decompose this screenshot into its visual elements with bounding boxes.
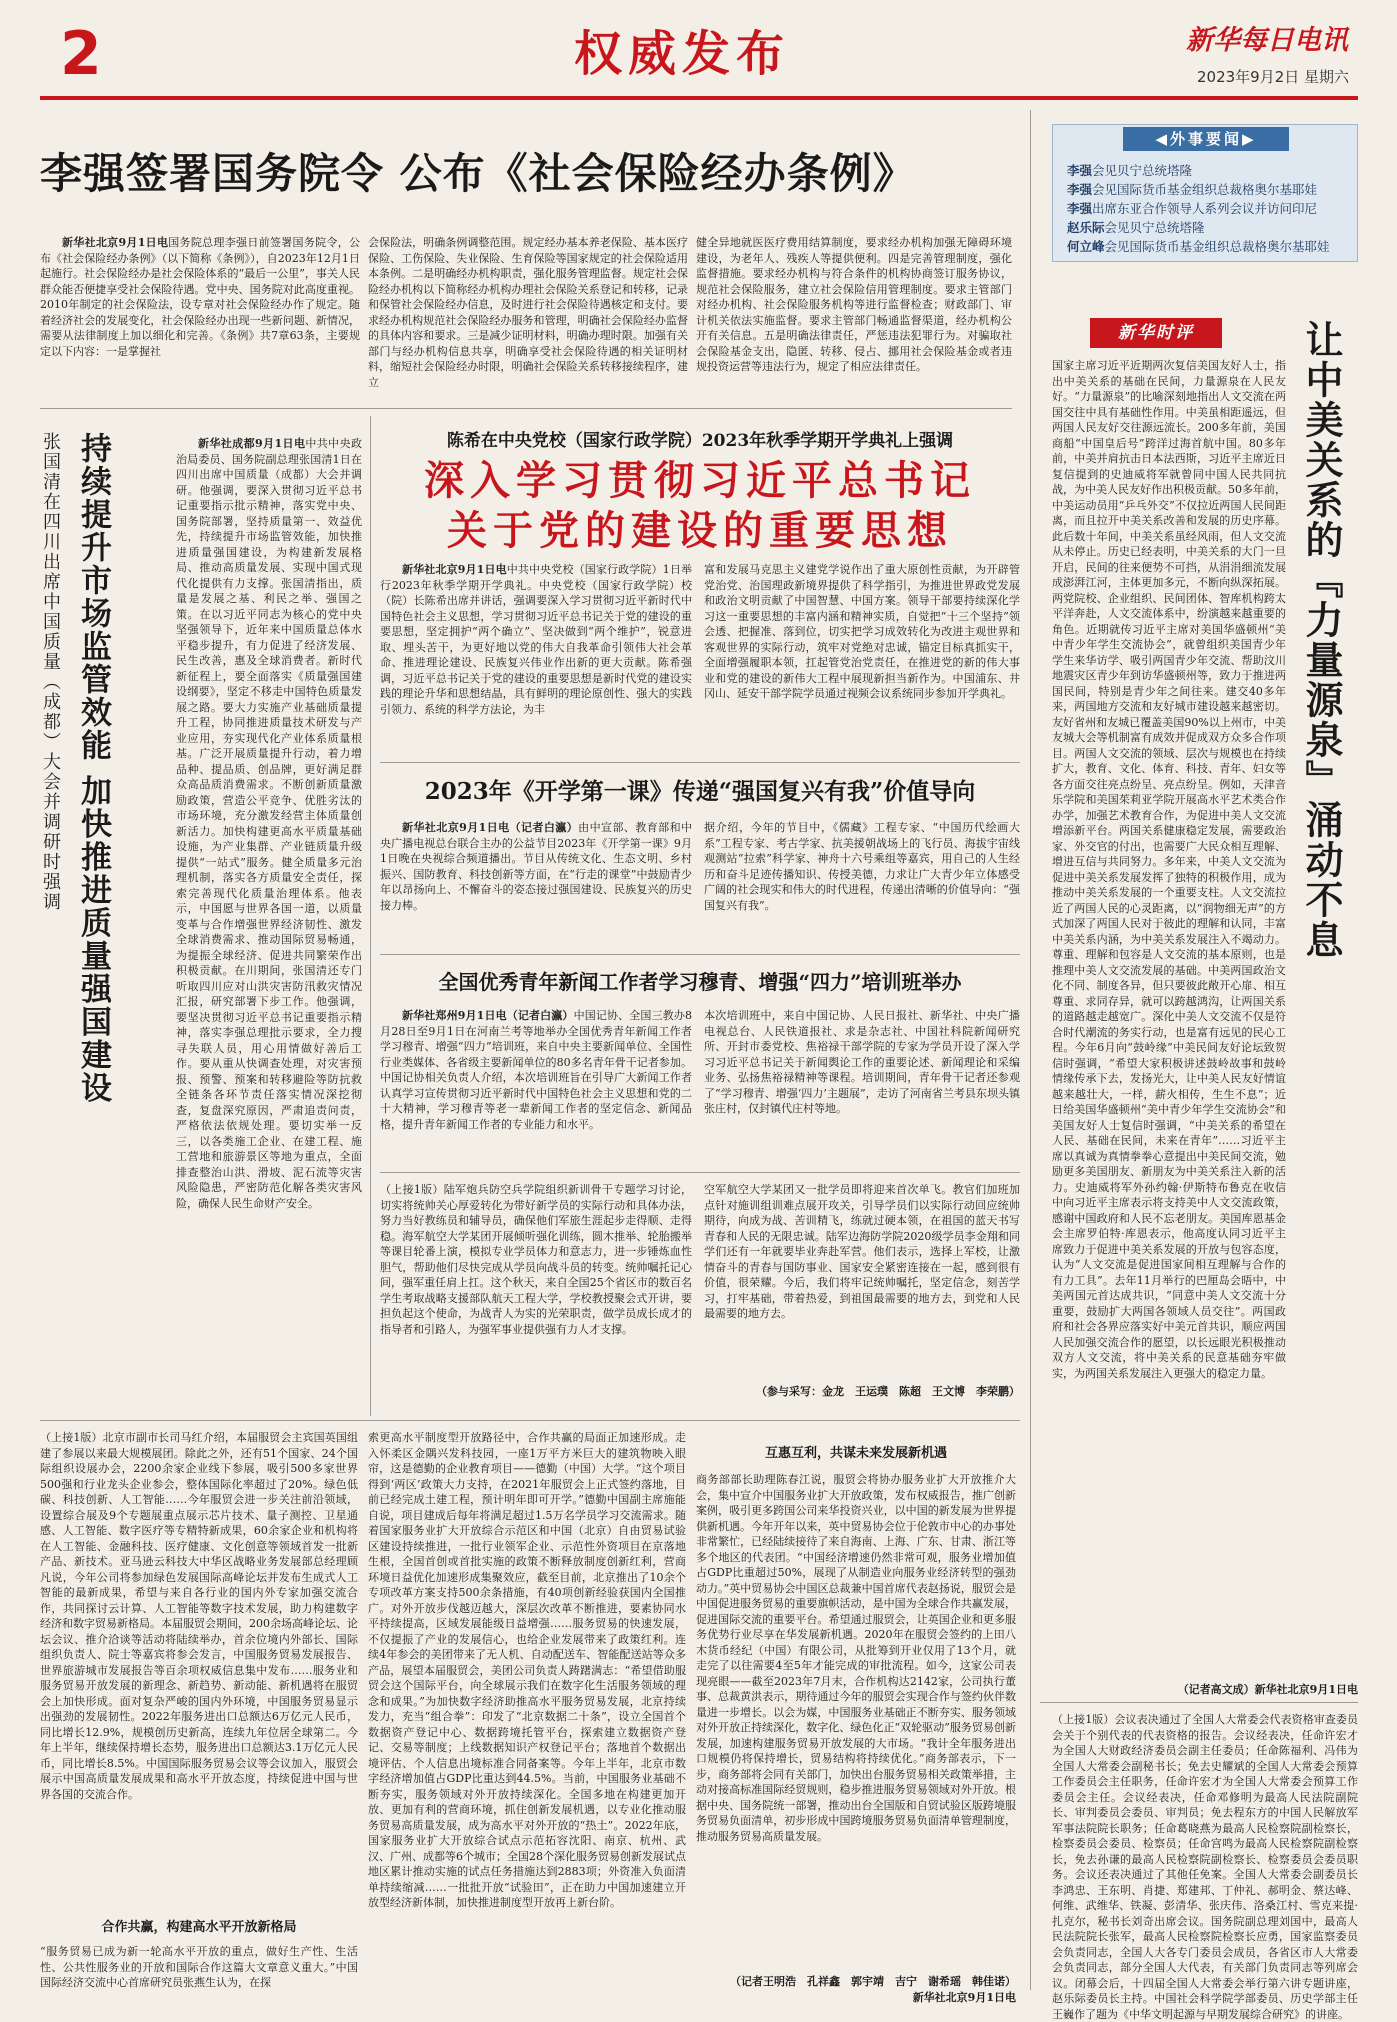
foreign-affairs-title: ◀外事要闻▶: [1123, 127, 1289, 151]
trade-dateline: 新华社北京9月1日电: [912, 1991, 1016, 2004]
journalist-col-2: 本次培训班中，来自中国记协、人民日报社、新华社、中央广播电视总台、人民铁道报社、求是杂志社、中国社科院新闻研究所、开封市委党校、焦裕禄干部学院的专家为学员开设了深入学习习近平总书记关于新闻舆论工作的重要论述、新闻理论和采编业务、弘扬焦裕禄精神等课程。培训期间，青年骨干记者还参观了“学习穆青、增强‘四力’主题展”，走访了河南省兰考县东坝头镇张庄村，仅封镇代庄村等地。: [704, 1009, 1020, 1115]
zhang-dateline: 新华社成都9月1日电: [198, 437, 306, 450]
foreign-affairs-item-name: 赵乐际: [1067, 220, 1105, 235]
zhang-body: [176, 436, 362, 1210]
trade-credits: （记者王明浩 孔祥鑫 郭宇靖 吉宁 谢希瑶 韩佳诺）: [730, 1975, 1016, 1988]
chen-headline-line-2: 关于党的建设的重要思想: [447, 507, 953, 554]
masthead-rule: [40, 96, 1358, 100]
military-credits: （参与采写：金龙 王运璞 陈超 王文博 李荣鹏）: [756, 1385, 1020, 1398]
commentary-byline: （记者高文成）新华社北京9月1日电: [1177, 1683, 1358, 1696]
trade-col-1b: “服务贸易已成为新一轮高水平开放的重点，做好生产性、生活性、公共性服务业的开放和国际合作这篇大文章意义重大。”中国国际经济交流中心首席研究员张燕生认为，在探: [40, 1945, 358, 1989]
commentary-headline: 让中美关系的『力量源泉』涌动不息: [1299, 320, 1344, 960]
chen-col-1: [380, 562, 692, 750]
trade-subhead-2: 互惠互利，共谋未来发展新机遇: [764, 1446, 947, 1461]
chen-subtitle: 陈希在中央党校（国家行政学院）2023年秋季学期开学典礼上强调: [446, 431, 954, 451]
lead-col-1: [40, 235, 360, 393]
foreign-affairs-item-text: 出席东亚合作领导人系列会议并访问印尼: [1092, 201, 1318, 216]
foreign-affairs-item[interactable]: [1067, 237, 1357, 256]
trade-col-3: 商务部部长助理陈春江说，服贸会将协办服务业扩大开放推介大会，集中宣介中国服务业扩大开放政策，发布权威报告，推广创新案例，吸引更多跨国公司来华投资兴业，以中国的新发展为世界提供新机遇。今年开年以来，英中贸易协会位于伦敦市中心的办事处非常繁忙，已经陆续接待了来自海南、上海、广东、甘肃、浙江等多个地区的代表团。“中国经济增速仍然非常可观，服务业增加值占GDP比重超过50%，展现了从制造业向服务业经济转型的强劲动力。”英中贸易协会中国区总裁兼中国首席代表赵扬说，服贸会是中国促进服务贸易的重要旗帜活动，是中国为全球合作共赢发展，促进国际交流的重要平台。希望通过服贸会，让英国企业和更多服务优势行业尽享在华发展新机遇。2020年在服贸会签约的上田八木货币经纪（中国）有限公司，从批筹到开业仅用了13个月，就走完了以往需要4至5年才能完成的审批流程。如今，这家公司表现亮眼——截至2023年7月末，合作机构达2142家，公司执行董事、总裁黄洪表示，期待通过今年的服贸会实现合作与签约伙伴数量进一步增长。以会为媒，中国服务业基础正不断夯实、服务领域对外开放正持续深化，数字化、绿色化正“双轮驱动”服务贸易创新发展，加速构建服务贸易开放发展的大市场。“我计全年服务进出口规模仍将保持增长，贸易结构将持续优化。”商务部表示，下一步，商务部将会同有关部门，加快出台服务贸易相关政策举措，主动对接高标准国际经贸规则，稳步推进服务贸易领域对外开放。根据中央、国务院统一部署，推动出台全国版和自贸试验区版跨境服务贸易负面清单，初步形成中国跨境服务贸易负面清单管理制度，推动服务贸易高质量发展。: [696, 1473, 1016, 1843]
kaixue-headline: 2023年《开学第一课》传递“强国复兴有我”价值导向: [424, 778, 976, 805]
foreign-affairs-item[interactable]: [1067, 199, 1357, 218]
commentary-body: 国家主席习近平近期两次复信美国友好人士，指出中美关系的基础在民间，力量源泉在人民友好。“力量源泉”的比喻深刻地指出人文交流在两国交往中具有基础性作用。中美虽相距遥远，但两国人民友好交往源远流长。200多年前，美国商船“中国皇后号”跨洋过海首航中国。80多年前，中美并肩抗击日本法西斯，习近平主席近日复信提到的史迪威将军就曾同中国人民共同抗战，为中美人民友好作出积极贡献。50多年前，中美运动员用“乒乓外交”不仅拉近两国人民间距离，而且拉开中美关系改善和发展的历史序幕。此后数十年间，中美关系虽经风雨，但人文交流从未停止。历史已经表明，中美关系的大门一旦开启，民间的往来便势不可挡，从涓涓细流发展成澎湃江河，主体更加多元，不断向纵深拓展。两党院校、企业组织、民间团体、智库机构跨太平洋奔赴，人文交流体系中，纷演越来越重要的角色。近期就传习近平主席对美国华盛顿州“美中青少年学生交流协会”，就曾组织美国青少年学生来华访学、吸引两国青少年交流、帮助汶川地震灾区青少年到访华盛顿州等，致力于推进两国民间，特别是青少年之间往来。建交40多年来，两国地方交流和友好城市建设越来越密切。友好省州和友城已覆盖美国90%以上州市，中美友城大会等机制富有成效并促成双方众多合作项目。两国人文交流的领域、层次与规模也在持续扩大，教育、文化、体育、科技、青年、妇女等各方面交往亮点纷呈、亮点纷呈。例如，天津音乐学院和美国茱莉亚学院开展高水平艺术类合作办学，加强艺术教育合作，为促进中美人文交流增添新平台。两国关系健康稳定发展，需要政治家、外交官的付出，也需要广大民众相互理解、增进互信与共同努力。多年来，中美人文交流为促进中美关系发展发挥了独特的积极作用，成为推动中美关系发展的一个重要支柱。人文交流拉近了两国人民的心灵距离，以“润物细无声”的方式加深了两国人民对于彼此的理解和认同，丰富中美关系内涵，为中美关系发展注入不竭动力。尊重、理解和包容是人文交流的基本原则，也是推理中美人文交流发展的基础。中美两国政治文化不同、制度各异，但只要彼此敞开心扉、相互尊重、求同存异，就可以跨越鸿沟，让两国关系的道路越走越宽广。深化中美人文交流不仅是符合时代潮流的务实行动，也是富有远见的民心工程。今年6月向“鼓岭缘”中美民间友好论坛致贺信时强调，“希望大家积极讲述鼓岭故事和鼓岭情缘传承下去，发扬光大，让中美人民友好情谊越来越壮大，一样，薪火相传，生生不息”；近日给美国华盛顿州“美中青少年学生交流协会”和美国友好人士复信时强调，“中美关系的希望在人民、基础在民间，未来在青年”……习近平主席以真诚为真情拳拳心意提出中美民间交流，勉励更多美国朋友、新朋友为中美关系注入新的活力。史迪威将军外孙约翰·伊斯特布鲁克在收信中向习近平主席表示将支持美中人文交流政策，感谢中国政府和人民不忘老朋友。美国库恩基金会主席罗伯特·库恩表示，他高度认同习近平主席致力于促进中美关系发展的开放与包容态度，认为“人文交流是促进国家间相互理解与合作的有力工具”。去年11月举行的巴厘岛会晤中，中美两国元首达成共识，“同意中美人文交流十分重要，鼓励扩大两国各领域人员交往”。两国政府和社会各界应落实好中美元首共识，顺应两国人民加强交流合作的愿望，以长远眼光积极推动双方人文交流，将中美关系的民意基础夯牢做实，为两国关系发展注入更强大的稳定力量。: [1052, 359, 1286, 1380]
page-number: 2: [60, 19, 102, 89]
foreign-affairs-item-name: 李强: [1067, 163, 1093, 178]
foreign-affairs-item-text: 会见国际货币基金组织总裁格奥尔基耶娃: [1104, 239, 1330, 254]
foreign-affairs-list: [1067, 161, 1357, 256]
chen-dateline: 新华社北京9月1日电: [402, 563, 507, 576]
triangle-left-icon: ◀: [1155, 130, 1170, 148]
triangle-right-icon: ▶: [1242, 130, 1257, 148]
foreign-affairs-item[interactable]: [1067, 218, 1357, 237]
military-col-2: 空军航空大学某团又一批学员即将迎来首次单飞。教官们加班加点针对施训组训难点展开攻关，引导学员们以实际行动回应统帅期待，向成为战、苦训精飞，练就过硬本领，在祖国的蓝天书写青春和人民的无限忠诚。陆军边海防学院2020级学员李金翔和同学们还有一年就要毕业奔赴军营。他们表示，选择上军校，让激情奋斗的青春与国防事业、国家安全紧密连接在一起，感到很有价值，很荣耀。今后，我们将牢记统帅嘱托，坚定信念，刻苦学习，打牢基础，带着热爱，到祖国最需要的地方去，到党和人民最需要的地方去。: [704, 1183, 1020, 1320]
kaixue-col-1-text: 由中宣部、教育部和中央广播电视总台联合主办的公益节目2023年《开学第一课》9月1日晚在央视综合频道播出。节目从传统文化、生态文明、乡村振兴、国防教育、科技创新等方面，在“行走的课堂”中鼓励青少年以昂扬向上、不懈奋斗的姿态接过强国建设、民族复兴的历史接力棒。: [380, 821, 693, 912]
commentary-badge: 新华时评: [1090, 318, 1222, 348]
section-title: 权威发布: [574, 26, 791, 82]
foreign-affairs-box: [1052, 124, 1358, 262]
chen-col-1-text: 中共中央党校（国家行政学院）1日举行2023年秋季学期开学典礼。中央党校（国家行政学院）校（院）长陈希出席并讲话，强调要深入学习贯彻习近平新时代中国特色社会主义思想，学习贯彻习近平总书记关于党的建设的重要思想，坚定拥护“两个确立”、坚决做到“两个维护”，锐意进取、埋头苦干，为更好地以党的伟大自我革命引领伟大社会革命、推进理论建设、民族复兴伟业作出新的更大贡献。陈希强调，习近平总书记关于党的建设的重要思想是新时代党的建设实践的理论升华和思想结晶，具有鲜明的理论原创性、强大的实践引领力、系统的科学方法论，为丰: [380, 563, 693, 716]
kaixue-col-1: [380, 820, 692, 946]
lead-col-2: 会保险法，明确条例调整范围。规定经办基本养老保险、基本医疗保险、工伤保险、失业保险、生育保险等国家规定的社会保险适用本条例。二是明确经办机构职责，强化服务管理监督。规定社会保险经办机构以下简称经办机构办理社会保险关系登记和转移，记录和保管社会保险经办信息，及时进行社会保险待遇核定和支付。要求经办机构规范社会保险经办服务和管理，明确社会保险经办监督的具体内容和要求。三是减少证明材料，明确办理时限。加强有关部门与经办机构信息共享，明确享受社会保险待遇的相关证明材料，缩短社会保险经办时限，明确社会保险关系转移接续程序，建立: [368, 236, 688, 389]
chen-headline-line-1: 深入学习贯彻习近平总书记: [424, 457, 976, 504]
issue-date: 2023年9月2日 星期六: [1197, 68, 1350, 86]
foreign-affairs-item-text: 会见贝宁总统塔隆: [1092, 163, 1193, 178]
lead-dateline: 新华社北京9月1日电: [62, 236, 169, 249]
lead-headline: 李强签署国务院令 公布《社会保险经办条例》: [40, 149, 916, 198]
journalist-col-1-text: 中国记协、全国三教办8月28日至9月1日在河南兰考等地举办全国优秀青年新闻工作者学习穆青、增强“四力”培训班，来自中央主要新闻单位、全国性行业类媒体、各省级主要新闻单位的80多名青年骨干记者参加。中国记协相关负责人介绍，本次培训班旨在引导广大新闻工作者认真学习宣传贯彻习近平新时代中国特色社会主义思想和党的二十大精神，学习穆青等老一辈新闻工作者的坚定信念、新闻品格，提升青年新闻工作者的专业能力和水平。: [380, 1009, 692, 1131]
zhang-body-text: 中共中央政治局委员、国务院副总理张国清1日在四川出席中国质量（成都）大会并调研。他强调，要深入贯彻习近平总书记重要指示批示精神，落实党中央、国务院部署，坚持质量第一、效益优先，持续提升市场监管效能，加快推进质量强国建设，为构建新发展格局、推动高质量发展、实现中国式现代化提供有力支撑。张国清指出，质量是发展之基、利民之举、强国之策。在以习近平同志为核心的党中央坚强领导下，近年来中国质量总体水平稳步提升，有力促进了经济发展、民生改善，惠及全球消费者。新时代新征程上，要全面落实《质量强国建设纲要》，坚定不移走中国特色质量发展之路。要大力实施产业基础质量提升工程，协同推进质量技术研发与产业应用，夯实现代化产业体系质量根基。广泛开展质量提升行动，着力增品种、提品质、创品牌，更好满足群众高品质消费需求。不断创新质量激励政策，营造公平竞争、优胜劣汰的市场环境，充分激发经营主体质量创新活力。加快构建更高水平质量基础设施，为产业集群、产业链质量升级提供“一站式”服务。健全质量多元治理机制，落实各方质量安全责任，探索完善现代化质量治理体系。他表示，中国愿与世界各国一道，以质量变革与合作增强世界经济韧性、激发全球消费需求、推动国际贸易畅通，为提振全球经济、促进共同繁荣作出积极贡献。在川期间，张国清还专门听取四川应对山洪灾害防汛救灾情况汇报，研究部署下步工作。他强调，要坚决贯彻习近平总书记重要指示精神，落实李强总理批示要求，全力搜寻失联人员，用心用情做好善后工作。要从重从快调查处理，对灾害预报、预警、预案和转移避险等防抗救全链条各环节责任落实情况深挖彻查，复盘深究原因，严肃追责问责，严格依法依规处理。要切实举一反三，以各类施工企业、在建工程、施工营地和旅游景区等地为重点，全面排查整治山洪、滑坡、泥石流等灾害风险隐患，严密防范化解各类灾害风险，确保人民生命财产安全。: [176, 437, 362, 1210]
foreign-affairs-item-name: 李强: [1067, 201, 1093, 216]
brand-logo: 新华每日电讯: [1186, 25, 1348, 56]
lead-col-3: 健全异地就医医疗费用结算制度，要求经办机构加强无障碍环境建设，为老年人、残疾人等提供便利。四是完善管理制度，强化监督措施。要求经办机构与符合条件的机构协商签订服务协议，规范社会保险服务，建立社会保险信用管理制度。要求主管部门对经办机构、社会保险服务机构等进行监督检查；财政部门、审计机关依法实施监督。要求主管部门畅通监督渠道，经办机构公开有关信息。五是明确法律责任，严惩违法犯罪行为。对骗取社会保险基金支出，隐匿、转移、侵占、挪用社会保险基金或者违规投资运营等违法行为，规定了相应法律责任。: [696, 236, 1012, 373]
military-col-1: （上接1版）陆军炮兵防空兵学院组织新训骨干专题学习讨论，切实将统帅关心厚爱转化为带好新学员的实际行动和具体办法，努力当好教练员和辅导员，确保他们军旅生涯起步走得顺、走得稳。海军航空大学某团开展倾听强化训练，圆木推举、轮胎搬举等课目轮番上演，模拟专业学员体力和意志力，进一步锤炼血性胆气，帮助他们尽快完成从学员向战斗员的转变。统帅嘱托记心间，强军重任肩上扛。这个秋天，来自全国25个省区市的数百名学生考取战略支援部队航天工程大学，学校教授聚会式开讲，要担负起这个使命，为战青人为实的光荣职责，做学员成长成才的指导者和引路人，为强军事业提供强有力人才支撑。: [380, 1183, 692, 1336]
journalist-col-1: [380, 1008, 692, 1164]
trade-subhead-1: 合作共赢，构建高水平开放新格局: [101, 1920, 297, 1935]
foreign-affairs-item[interactable]: [1067, 180, 1357, 199]
trade-col-2: 索更高水平制度型开放路径中，合作共赢的局面正加速形成。走入怀柔区金隅兴发科技园，一座1万平方米巨大的建筑物映入眼帘，这是德勤的企业教育项目——德勤（中国）大学。“这个项目得到‘两区’政策大力支持，在2021年服贸会上正式签约落地，目前已经完成土建工程，预计明年即可开学。”德勤中国副主席施能自说，项目建成后每年将满足超过1.5万名学员学习交流需求。随着国家服务业扩大开放综合示范区和中国（北京）自由贸易试验区建设持续推进，一批行业领军企业、示范性外资项目在京落地生根，全国首创或首批实施的政策不断释放制度创新红利，营商环境日益优化加速形成集聚效应，截至目前，北京推出了10余个专项改革方案支持500余条措施，有40项创新经验获国内全国推广。对外开放步伐越迈越大，深层次改革不断推进，要素协同水平持续提高，区域发展能级日益增强……服务贸易的快速发展，不仅提振了产业的发展信心，也给企业发展带来了政策红利。连续4年参会的美团带来了无人机、自动配送车、智能配送站等众多产品，展望本届服贸会，美团公司负责人踌躇满志：“希望借助服贸会这个国际平台，向全球展示我们在数字化生活服务领域的理念和成果。”为加快数字经济助推高水平服务贸易发展，北京持续发力，充当“组合拳”：印发了“北京数据二十条”，设立全国首个数据资产登记中心、数据跨境托管平台，探索建立数据资产登记、交易等制度；上线数据知识产权登记平台；落地首个数据出境评估、个人信息出境标准合同备案等。今年上半年，北京市数字经济增加值占GDP比重达到44.5%。当前，中国服务业基础不断夯实，服务领域对外开放持续深化。全国多地在构建更加开放、更加有利的营商环境，抓住创新发展机遇，以专业化推动服务贸易高质量发展，成为高水平对外开放的“热土”。2022年底，国家服务业扩大开放综合试点示范拓容沈阳、南京、杭州、武汉、广州、成都等6个城市；全国28个深化服务贸易创新发展试点地区累计推动实施的试点任务措施达到2883项；外资准入负面清单持续缩减……一批批开放“试验田”，正在助力中国加速建立开放型经济新体制，加快推进制度型开放再上新台阶。: [368, 1431, 686, 1909]
lead-col-1-text: 国务院总理李强日前签署国务院令，公布《社会保险经办条例》（以下简称《条例》），自2023年12月1日起施行。社会保险经办是社会保险体系的“最后一公里”，事关人民群众能否便捷享受社会保险待遇。党中央、国务院对此高度重视。2010年制定的社会保险法，设专章对社会保险经办作了规定。随着经济社会的发展变化，社会保险经办出现一些新问题、新情况，需要从法律制度上加以细化和完善。《条例》共7章63条，主要规定以下内容：一是掌握社: [40, 236, 360, 358]
foreign-affairs-item-name: 何立峰: [1067, 239, 1105, 254]
trade-col-1: （上接1版）北京市副市长司马红介绍，本届服贸会主宾国英国组建了参展以来最大规模展团。除此之外，还有51个国家、24个国际组织设展办会，2200余家企业线下参展，吸引500多家世界500强和行业龙头企业参会，整体国际化率超过了20%。绿色低碳、科技创新、人工智能……今年服贸会进一步关注前沿领域，设置综合展及9个专题展重点展示芯片技术、量子测控、卫星通感、人工智能、数字医疗等专精特新成果，60余家企业和机构将在人工智能、金融科技、医疗健康、文化创意等领域首发一批新产品、新技术。亚马逊云科技大中华区战略业务发展部总经理顾凡说，今年公司将参加绿色发展国际高峰论坛并发布生成式人工智能的最新成果，希望与来自各行业的国内外专家加强交流合作，共同探讨云计算、人工智能等数字技术发展，助力构建数字经济和数字贸易新格局。本届服贸会期间，200余场高峰论坛、论坛会议、推介洽谈等活动将陆续举办，首余位境内外部长、国际组织负责人、院士等嘉宾将参会发言，中国服务贸易发展报告、世界旅游城市发展报告等百余项权威信息集中发布……服务业和服务贸易开放发展的新理念、新趋势、新动能、新机遇将在服贸会上加快形成。面对复杂严峻的国内外环境，中国服务贸易显示出强劲的发展韧性。2022年服务进出口总额达6万亿元人民币，同比增长12.9%，规模创历史新高，连续九年位居全球第二。今年上半年，继续保持增长态势，服务进出口总额达3.1万亿元人民币，同比增长8.5%。中国国际服务贸易会议等会议加入，服贸会展示中国高质量发展成果和高水平开放态度，持续促进中国与世界各国的交流合作。: [40, 1431, 358, 1801]
zhang-subtitle: 张国清在四川出席中国质量（成都）大会并调研时强调: [40, 432, 61, 912]
npc-body: （上接1版）会议表决通过了全国人大常委会代表资格审查委员会关于个别代表的代表资格的报告。会议经表决，任命许宏才为全国人大财政经济委员会副主任委员；任命陈福利、冯伟为全国人大常委会副秘书长；免去史耀斌的全国人大常委会预算工作委员会主任职务，任命许宏才为全国人大常委会预算工作委员会主任。会议经表决，任命邓修明为最高人民法院副院长、审判委员会委员、审判员；免去程东方的中国人民解放军军事法院院长职务；任命葛晓燕为最高人民检察院副检察长，检察委员会委员、检察员；任命宫鸣为最高人民检察院副检察长，免去孙谦的最高人民检察院副检察长、检察委员会委员职务。会议还表决通过了其他任免案。全国人大常委会副委员长李鸿忠、王东明、肖捷、郑建邦、丁仲礼、郝明金、蔡达峰、何维、武维华、铁凝、彭清华、张庆伟、洛桑江村、雪克来提·扎克尔，秘书长刘奇出席会议。国务院副总理刘国中，最高人民法院院长张军，最高人民检察院检察长应勇，国家监察委员会负责同志，全国人大各专门委员会成员，各省区市人大常委会负责同志，部分全国人大代表，有关部门负责同志等列席会议。闭幕会后，十四届全国人大常委会举行第六讲专题讲座，赵乐际委员长主持。中国社会科学院学部委员、历史学部主任王巍作了题为《中华文明起源与早期发展综合研究》的讲座。: [1052, 1713, 1358, 2021]
journalist-headline: 全国优秀青年新闻工作者学习穆青、增强“四力”培训班举办: [438, 970, 962, 994]
kaixue-dateline: 新华社北京9月1日电（记者白瀛）: [402, 821, 579, 834]
foreign-affairs-item[interactable]: [1067, 161, 1357, 180]
foreign-affairs-item-name: 李强: [1067, 182, 1093, 197]
chen-col-2: 富和发展马克思主义建党学说作出了重大原创性贡献，为开辟管党治党、治国理政新境界提供了科学指引，为推进世界政党发展和政治文明贡献了中国智慧、中国方案。领导干部要持续深化学习这一重要思想的丰富内涵和精神实质，自觉把“十三个坚持”领会透、把握准、落到位，切实把学习成效转化为改进主观世界和客观世界的实际行动，筑牢对党绝对忠诚，锚定目标真抓实干，全面增强履职本领，扛起管党治党责任，在推进党的新的伟大事业和党的建设的新伟大工程中展现新担当新作为。中国浦东、井冈山、延安干部学院学员通过视频会议系统同步参加开学典礼。: [704, 563, 1020, 700]
zhang-headline: 持续提升市场监管效能 加快推进质量强国建设: [75, 432, 111, 1105]
foreign-affairs-item-text: 会见国际货币基金组织总裁格奥尔基耶娃: [1092, 182, 1318, 197]
journalist-dateline: 新华社郑州9月1日电（记者白瀛）: [402, 1009, 574, 1022]
foreign-affairs-item-text: 会见贝宁总统塔隆: [1104, 220, 1205, 235]
kaixue-col-2: 据介绍，今年的节目中，《儒藏》工程专家、“中国历代绘画大系”工程专家、考古学家、抗美援朝战场上的飞行员、海拔宇宙线观测站“拉索”科学家、神舟十六号乘组等嘉宾，用自己的人生经历和奋斗足迹传播知识、传授美德，力求让广大青少年立体感受广阔的社会现实和伟大的时代进程，传递出清晰的价值导向：“强国复兴有我”。: [704, 821, 1020, 912]
